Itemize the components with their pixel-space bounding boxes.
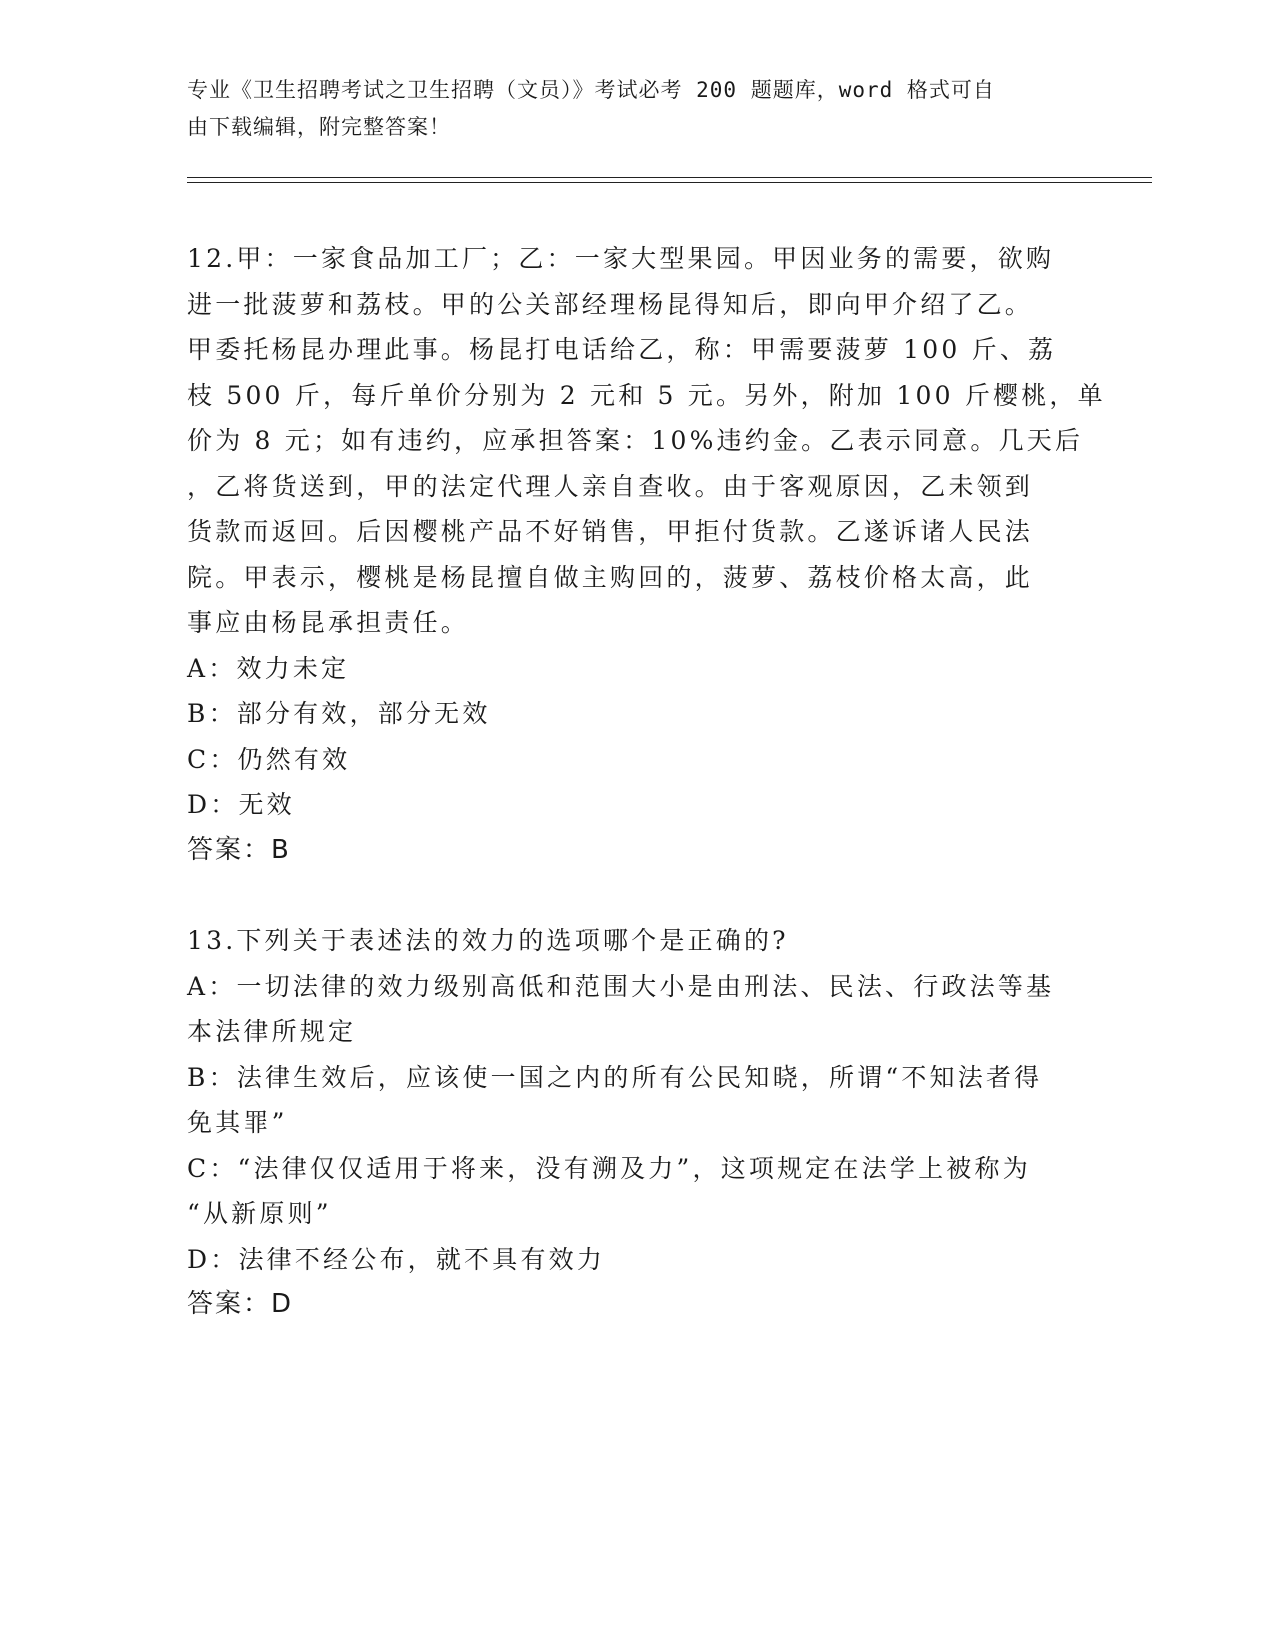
- question-12: [187, 236, 1106, 873]
- option-d: D：无效: [187, 790, 295, 819]
- option-a: A：效力未定: [187, 653, 350, 683]
- question-stem-line: 价为 8 元；如有违约，应承担答案：10%违约金。乙表示同意。几天后: [187, 426, 1084, 455]
- question-stem-line: 甲委托杨昆办理此事。杨昆打电话给乙，称：甲需要菠萝 100 斤、荔: [187, 335, 1057, 364]
- option-c: C：“法律仅仅适用于将来，没有溯及力”，这项规定在法学上被称为: [187, 1153, 1031, 1183]
- answer-label: 答案：B: [187, 834, 291, 865]
- question-stem-line: 货款而返回。后因樱桃产品不好销售，甲拒付货款。乙遂诉诸人民法: [187, 517, 1034, 546]
- option-b: B：部分有效，部分无效: [187, 699, 491, 728]
- question-list: [187, 236, 1106, 1328]
- question-stem-line: 12.甲：一家食品加工厂；乙：一家大型果园。甲因业务的需要，欲购: [187, 244, 1055, 273]
- option-a-continued: 本法律所规定: [187, 1017, 357, 1046]
- answer-label: 答案：D: [187, 1289, 294, 1319]
- option-a: A：一切法律的效力级别高低和范围大小是由刑法、民法、行政法等基: [187, 971, 1055, 1001]
- option-b: B：法律生效后，应该使一国之内的所有公民知晓，所谓“不知法者得: [187, 1062, 1043, 1092]
- header-line: 专业《卫生招聘考试之卫生招聘（文员）》考试必考 200 题题库，word 格式可自: [187, 78, 995, 102]
- question-stem-line: ，乙将货送到，甲的法定代理人亲自查收。由于客观原因，乙未领到: [187, 471, 1034, 501]
- question-stem-line: 13.下列关于表述法的效力的选项哪个是正确的?: [187, 926, 789, 955]
- option-b-continued: 免其罪”: [187, 1108, 288, 1137]
- document-header: [187, 72, 1067, 146]
- option-c-continued: “从新原则”: [187, 1199, 332, 1228]
- question-13: [187, 918, 1067, 1328]
- header-divider-top: [187, 177, 1152, 178]
- question-stem-line: 枝 500 斤，每斤单价分别为 2 元和 5 元。另外，附加 100 斤樱桃，单: [187, 380, 1106, 410]
- option-d: D：法律不经公布，就不具有效力: [187, 1244, 606, 1274]
- question-stem-line: 事应由杨昆承担责任。: [187, 608, 470, 637]
- question-stem-line: 院。甲表示，樱桃是杨昆擅自做主购回的，菠萝、荔枝价格太高，此: [187, 562, 1034, 592]
- header-divider-bottom: [187, 182, 1152, 183]
- question-stem-line: 进一批菠萝和荔枝。甲的公关部经理杨昆得知后，即向甲介绍了乙。: [187, 289, 1034, 319]
- option-c: C：仍然有效: [187, 744, 351, 774]
- header-line: 由下载编辑，附完整答案！: [187, 115, 451, 139]
- question-spacer: [187, 873, 1067, 918]
